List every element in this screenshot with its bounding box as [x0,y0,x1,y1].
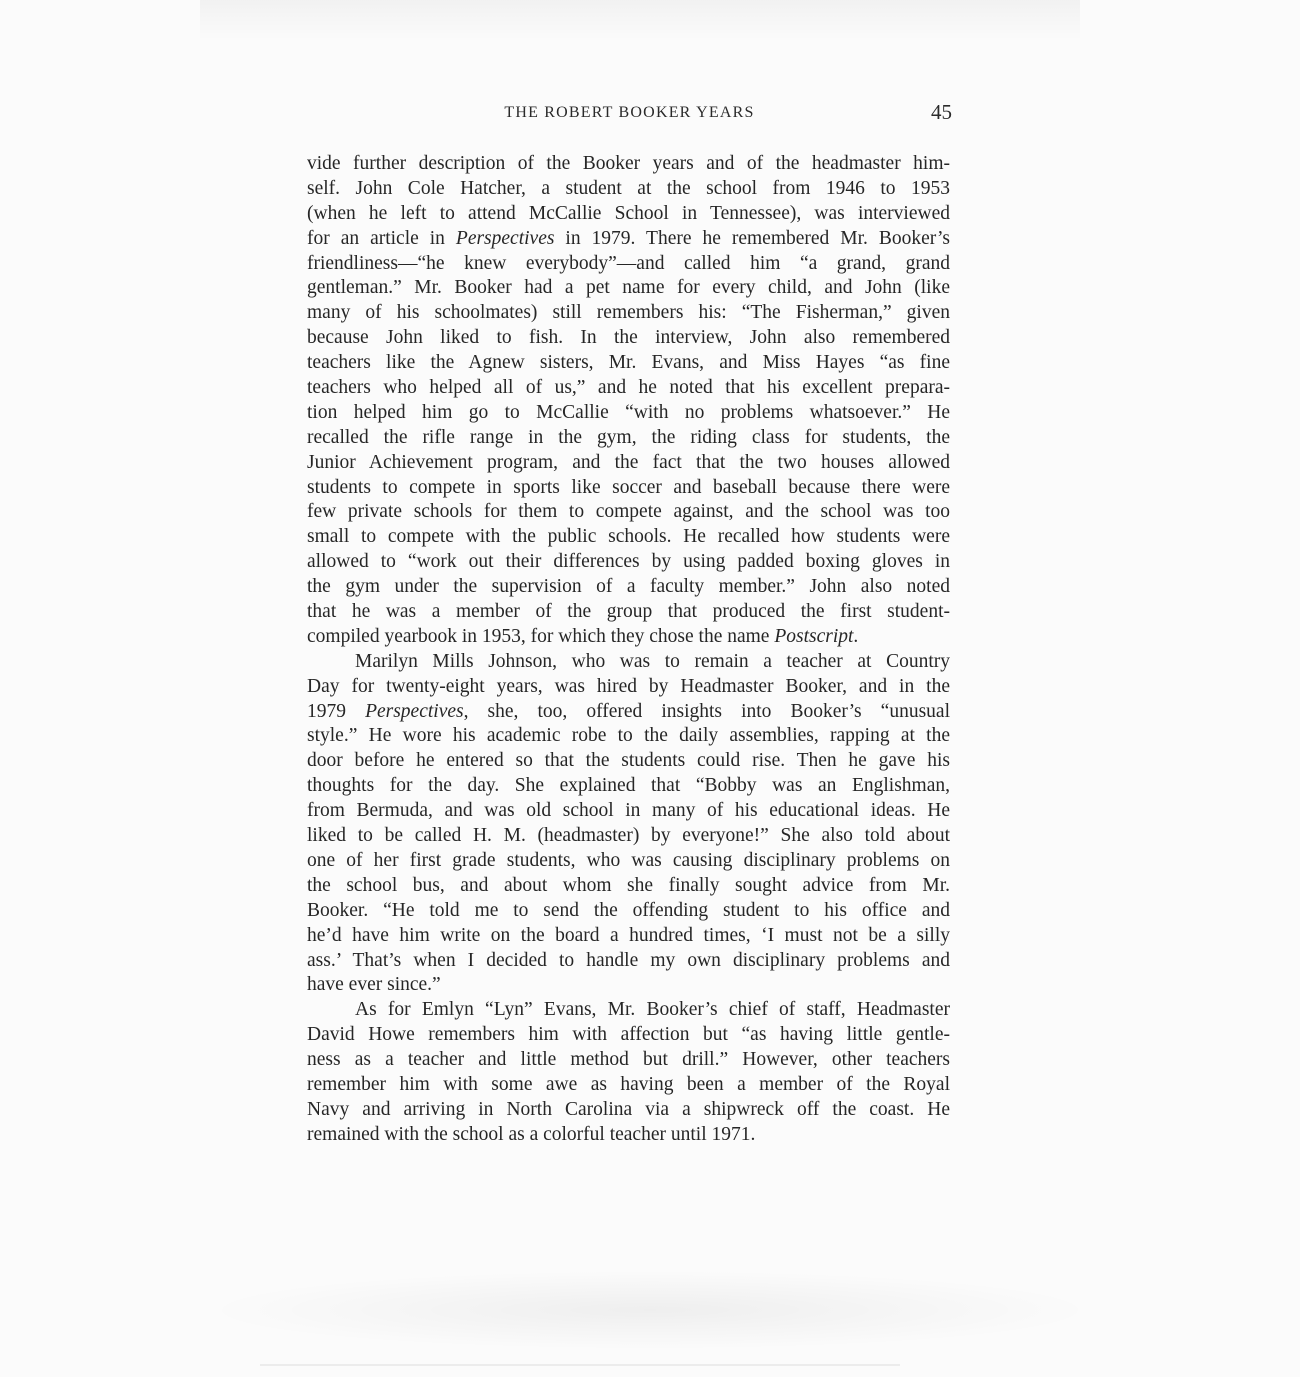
text-line: have ever since.” [307,974,441,996]
body-text [307,152,950,1148]
text-line: because John liked to fish. In the interview, John also remembered [307,327,950,349]
running-title: THE ROBERT BOOKER YEARS [504,104,755,121]
text-line: remained with the school as a colorful teacher until 1971. [307,1123,756,1145]
text-line: gentleman.” Mr. Booker had a pet name for every child, and John (like [307,277,950,299]
text-line: ass.’ That’s when I decided to handle my own disciplinary problems and [307,949,950,971]
text-line: for an article in Perspectives in 1979. There he remembered Mr. Booker’s [307,227,950,249]
page-number: 45 [931,100,952,124]
text-line: style.” He wore his academic robe to the daily assemblies, rapping at the [307,725,950,747]
text-line: few private schools for them to compete against, and the school was too [307,501,950,523]
text-line: he’d have him write on the board a hundred times, ‘I must not be a silly [307,924,950,946]
text-line: teachers who helped all of us,” and he noted that his excellent prepara- [307,377,950,399]
text-line: vide further description of the Booker years and of the headmaster him- [307,153,950,174]
text-line: liked to be called H. M. (headmaster) by everyone!” She also told about [307,825,950,847]
running-header [307,100,952,128]
text-line: recalled the rifle range in the gym, the riding class for students, the [307,426,950,448]
text-line: 1979 Perspectives, she, too, offered insights into Booker’s “unusual [307,700,950,722]
text-line: tion helped him go to McCallie “with no problems whatsoever.” He [307,401,950,423]
text-line: ness as a teacher and little method but drill.” However, other teachers [307,1049,950,1071]
text-line: the school bus, and about whom she finally sought advice from Mr. [307,874,950,896]
text-line: door before he entered so that the students could rise. Then he gave his [307,750,950,772]
text-line: one of her first grade students, who was causing disciplinary problems on [307,849,950,871]
paragraph [307,998,950,1147]
scan-shadow-top [200,0,1080,40]
text-line: compiled yearbook in 1953, for which they chose the name Postscript. [307,625,859,647]
text-line: friendliness—“he knew everybody”—and called him “a grand, grand [307,252,950,274]
text-line: students to compete in sports like soccer and baseball because there were [307,476,950,498]
text-line: Navy and arriving in North Carolina via a shipwreck off the coast. He [307,1098,950,1120]
text-line: Marilyn Mills Johnson, who was to remain a teacher at Country [355,650,950,672]
scan-shadow-bottom [200,1270,1100,1350]
text-line: Junior Achievement program, and the fact that the two houses allowed [307,451,950,473]
text-line: David Howe remembers him with affection but “as having little gentle- [307,1024,950,1046]
text-line: (when he left to attend McCallie School in Tennessee), was interviewed [307,202,950,224]
text-line: that he was a member of the group that produced the first student- [307,601,950,623]
text-line: from Bermuda, and was old school in many of his educational ideas. He [307,800,950,822]
text-line: self. John Cole Hatcher, a student at the school from 1946 to 1953 [307,177,950,199]
text-line: small to compete with the public schools. He recalled how students were [307,526,950,548]
scan-edge-line [260,1364,900,1366]
text-line: the gym under the supervision of a faculty member.” John also noted [307,576,950,598]
text-line: allowed to “work out their differences by using padded boxing gloves in [307,551,950,573]
paragraph [307,152,950,650]
text-line: thoughts for the day. She explained that “Bobby was an Englishman, [307,775,950,797]
paragraph [307,650,950,998]
text-line: Day for twenty-eight years, was hired by Headmaster Booker, and in the [307,675,950,697]
text-line: remember him with some awe as having been a member of the Royal [307,1073,950,1095]
text-line: teachers like the Agnew sisters, Mr. Evans, and Miss Hayes “as fine [307,352,950,374]
text-line: many of his schoolmates) still remembers his: “The Fisherman,” given [307,302,950,324]
text-line: Booker. “He told me to send the offending student to his office and [307,899,950,921]
text-line: As for Emlyn “Lyn” Evans, Mr. Booker’s chief of staff, Headmaster [355,999,950,1021]
